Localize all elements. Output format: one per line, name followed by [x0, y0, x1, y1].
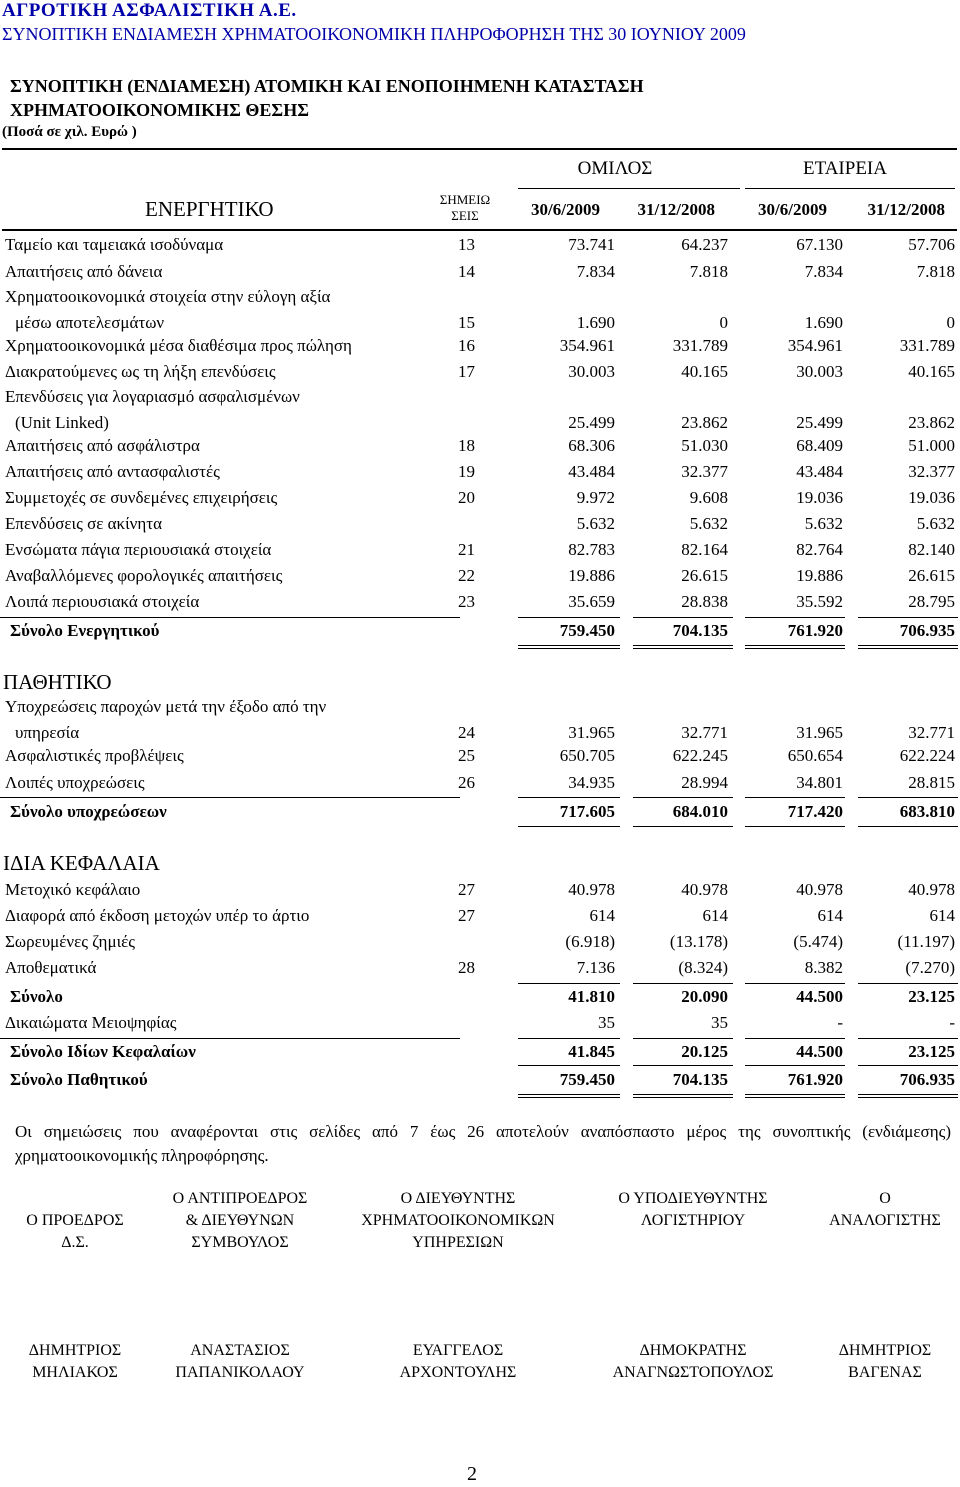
- signatory-title-line: Ο ΥΠΟΔΙΕΥΘΥΝΤΗΣ: [618, 1190, 768, 1207]
- row-label: Επενδύσεις για λογαριασμό ασφαλισμένων: [5, 387, 300, 406]
- row-value: 761.920: [787, 621, 843, 640]
- row-value: 41.810: [568, 987, 615, 1006]
- row-label-continued: υπηρεσία: [15, 723, 80, 742]
- row-value: 31.965: [568, 723, 615, 742]
- total-rule: [633, 645, 733, 646]
- row-value: 20.090: [681, 987, 728, 1006]
- units-label: (Ποσά σε χιλ. Ευρώ ): [2, 124, 137, 140]
- row-value: 82.764: [796, 540, 843, 559]
- equity-title: ΙΔΙΑ ΚΕΦΑΛΑΙΑ: [3, 851, 160, 875]
- row-value: 68.409: [796, 436, 843, 455]
- label-rule: [0, 1038, 460, 1039]
- row-value: 683.810: [899, 802, 955, 821]
- total-rule: [633, 1038, 733, 1039]
- total-rule: [633, 983, 733, 984]
- statement-title-line1: ΣΥΝΟΠΤΙΚΗ (ΕΝΔΙΑΜΕΣΗ) ΑΤΟΜΙΚΗ ΚΑΙ ΕΝΟΠΟΙΗΜΕΝΗ ΚΑΤΑΣΤΑΣΗ: [10, 76, 644, 96]
- total-rule: [518, 826, 620, 827]
- row-value: -: [837, 1013, 843, 1032]
- total-rule: [745, 797, 845, 798]
- total-rule: [518, 983, 620, 984]
- row-value: 5.632: [576, 514, 615, 533]
- total-rule: [518, 1065, 620, 1066]
- row-value: 19.036: [796, 488, 843, 507]
- label-rule: [0, 797, 460, 798]
- row-value: 28.815: [908, 773, 955, 792]
- row-label: Επενδύσεις σε ακίνητα: [5, 514, 162, 533]
- row-value: 614: [589, 906, 615, 925]
- row-value: 35.659: [568, 592, 615, 611]
- row-value: 354.961: [559, 336, 615, 355]
- row-value: 23.862: [908, 413, 955, 432]
- total-rule: [633, 797, 733, 798]
- signatory-title-line: ΣΥΜΒΟΥΛΟΣ: [191, 1234, 289, 1251]
- signatory-title-line: ΥΠΗΡΕΣΙΩΝ: [412, 1234, 504, 1251]
- row-label: Ασφαλιστικές προβλέψεις: [5, 746, 184, 765]
- row-label: Απαιτήσεις από δάνεια: [5, 262, 163, 281]
- signatory-title: [583, 1188, 803, 1232]
- signatory-name-line: ΔΗΜΗΤΡΙΟΣ: [838, 1342, 932, 1359]
- total-rule: [745, 826, 845, 827]
- signatory-name-line: ΑΡΧΟΝΤΟΥΛΗΣ: [399, 1364, 517, 1381]
- row-value: 9.972: [576, 488, 615, 507]
- row-label: Ταμείο και ταμειακά ισοδύναμα: [5, 235, 224, 254]
- row-note: 16: [458, 336, 475, 355]
- total-rule: [518, 648, 620, 649]
- row-value: 44.500: [796, 987, 843, 1006]
- signatory-title: [775, 1188, 960, 1232]
- signatory-title-line: ΛΟΓΙΣΤΗΡΙΟΥ: [640, 1212, 746, 1229]
- signatory-title-line: Ο ΠΡΟΕΔΡΟΣ: [26, 1212, 124, 1229]
- row-value: 19.036: [908, 488, 955, 507]
- row-value: 82.164: [681, 540, 728, 559]
- total-rule: [858, 648, 958, 649]
- row-note: 19: [458, 462, 475, 481]
- row-value: 82.783: [568, 540, 615, 559]
- row-value: 41.845: [568, 1042, 615, 1061]
- row-note: 13: [458, 235, 475, 254]
- row-value: 19.886: [796, 566, 843, 585]
- row-value: 43.484: [796, 462, 843, 481]
- row-note: 24: [458, 723, 475, 742]
- row-value: 82.140: [908, 540, 955, 559]
- row-value: 26.615: [681, 566, 728, 585]
- row-value: 7.834: [804, 262, 843, 281]
- row-value: 32.771: [681, 723, 728, 742]
- row-value: 614: [817, 906, 843, 925]
- row-value: 650.705: [559, 746, 615, 765]
- row-value: 68.306: [568, 436, 615, 455]
- row-value: 32.771: [908, 723, 955, 742]
- row-value: 0: [719, 313, 728, 332]
- liabilities-title: ΠΑΘΗΤΙΚΟ: [3, 670, 112, 694]
- signatory-title-line: & ΔΙΕΥΘΥΝΩΝ: [185, 1212, 295, 1229]
- row-value: (5.474): [793, 932, 843, 951]
- total-rule: [745, 1038, 845, 1039]
- row-label: Σύνολο Παθητικού: [10, 1070, 148, 1089]
- signatory-name-line: ΔΗΜΗΤΡΙΟΣ: [28, 1342, 122, 1359]
- row-value: 35.592: [796, 592, 843, 611]
- signatory-title-line: Ο ΔΙΕΥΘΥΝΤΗΣ: [400, 1190, 516, 1207]
- total-rule: [633, 1094, 733, 1095]
- row-value: 67.130: [796, 235, 843, 254]
- row-value: 40.978: [681, 880, 728, 899]
- row-value: 761.920: [787, 1070, 843, 1089]
- notes-header: ΣΗΜΕΙΩ ΣΕΙΣ: [439, 192, 491, 223]
- signatory-name-line: ΔΗΜΟΚΡΑΤΗΣ: [639, 1342, 747, 1359]
- total-rule: [633, 1097, 733, 1098]
- signatory-title-line: Ο: [879, 1190, 891, 1207]
- row-value: 706.935: [899, 621, 955, 640]
- row-label: Συμμετοχές σε συνδεμένες επιχειρήσεις: [5, 488, 278, 507]
- row-value: 40.978: [908, 880, 955, 899]
- row-value: 650.654: [787, 746, 843, 765]
- total-rule: [745, 645, 845, 646]
- row-value: 25.499: [568, 413, 615, 432]
- row-value: 44.500: [796, 1042, 843, 1061]
- row-note: 22: [458, 566, 475, 585]
- row-note: 27: [458, 880, 475, 899]
- row-label: Λοιπά περιουσιακά στοιχεία: [5, 592, 200, 611]
- row-note: 25: [458, 746, 475, 765]
- row-value: 704.135: [672, 1070, 728, 1089]
- row-value: 32.377: [681, 462, 728, 481]
- signatory-title-line: Ο ΑΝΤΙΠΡΟΕΔΡΟΣ: [172, 1190, 308, 1207]
- row-label: Υποχρεώσεις παροχών μετά την έξοδο από την: [5, 697, 327, 716]
- total-rule: [858, 617, 958, 618]
- signatory-name: [348, 1340, 568, 1384]
- signatory-title: [130, 1188, 350, 1254]
- row-value: 5.632: [804, 514, 843, 533]
- company-header-rule: [745, 188, 955, 189]
- total-rule: [518, 645, 620, 646]
- total-rule: [518, 1097, 620, 1098]
- col-group-2009: 30/6/2009: [531, 200, 600, 219]
- row-note: 23: [458, 592, 475, 611]
- row-label: Σύνολο Ενεργητικού: [10, 621, 160, 640]
- row-note: 20: [458, 488, 475, 507]
- row-value: 25.499: [796, 413, 843, 432]
- row-label: Χρηματοοικονομικά μέσα διαθέσιμα προς πώληση: [5, 336, 352, 355]
- row-label: Ενσώματα πάγια περιουσιακά στοιχεία: [5, 540, 272, 559]
- signatory-name-line: ΒΑΓΕΝΑΣ: [848, 1364, 922, 1381]
- row-value: 9.608: [689, 488, 728, 507]
- group-header-rule: [518, 188, 740, 189]
- signatory-title-line: ΑΝΑΛΟΓΙΣΤΗΣ: [829, 1212, 941, 1229]
- row-value: 40.165: [681, 362, 728, 381]
- row-value: 19.886: [568, 566, 615, 585]
- row-value: 35: [711, 1013, 728, 1032]
- statement-title-line2: ΧΡΗΜΑΤΟΟΙΚΟΝΟΜΙΚΗΣ ΘΕΣΗΣ: [10, 100, 309, 120]
- row-label: Απαιτήσεις από αντασφαλιστές: [5, 462, 220, 481]
- row-value: 759.450: [559, 621, 615, 640]
- row-value: 1.690: [804, 313, 843, 332]
- row-value: 28.994: [681, 773, 728, 792]
- total-rule: [633, 826, 733, 827]
- row-value: 8.382: [804, 958, 843, 977]
- row-note: 26: [458, 773, 475, 792]
- row-value: 331.789: [899, 336, 955, 355]
- signatory-title: [348, 1188, 568, 1254]
- signatory-name-line: ΜΗΛΙΑΚΟΣ: [32, 1364, 118, 1381]
- row-value: (6.918): [565, 932, 615, 951]
- row-value: (13.178): [669, 932, 728, 951]
- row-value: 7.136: [576, 958, 615, 977]
- row-value: 51.030: [681, 436, 728, 455]
- row-value: 717.605: [559, 802, 615, 821]
- company-header: ΕΤΑΙΡΕΙΑ: [803, 158, 887, 179]
- total-rule: [858, 983, 958, 984]
- page-number: 2: [467, 1463, 477, 1485]
- col-company-2008: 31/12/2008: [867, 200, 945, 219]
- row-value: 26.615: [908, 566, 955, 585]
- row-value: 57.706: [908, 235, 955, 254]
- row-label: Διαφορά από έκδοση μετοχών υπέρ το άρτιο: [5, 906, 310, 925]
- row-note: 27: [458, 906, 475, 925]
- row-label: Σύνολο: [10, 987, 63, 1006]
- signatory-title-line: ΧΡΗΜΑΤΟΟΙΚΟΝΟΜΙΚΩΝ: [361, 1212, 555, 1229]
- row-value: 7.834: [576, 262, 615, 281]
- row-value: 622.245: [672, 746, 728, 765]
- total-rule: [745, 648, 845, 649]
- row-value: 622.224: [899, 746, 955, 765]
- signatory-name-line: ΑΝΑΓΝΩΣΤΟΠΟΥΛΟΣ: [612, 1364, 774, 1381]
- row-value: 684.010: [672, 802, 728, 821]
- col-company-2009: 30/6/2009: [758, 200, 827, 219]
- company-name: ΑΓΡΟΤΙΚΗ ΑΣΦΑΛΙΣΤΙΚΗ Α.Ε.: [2, 0, 297, 21]
- row-note: 17: [458, 362, 475, 381]
- row-value: 7.818: [689, 262, 728, 281]
- total-rule: [858, 826, 958, 827]
- row-value: (7.270): [905, 958, 955, 977]
- total-rule: [518, 1094, 620, 1095]
- row-label-continued: μέσω αποτελεσμάτων: [15, 313, 165, 332]
- row-label: Σύνολο υποχρεώσεων: [10, 802, 167, 821]
- col-group-2008: 31/12/2008: [637, 200, 715, 219]
- row-value: 354.961: [787, 336, 843, 355]
- total-rule: [633, 1065, 733, 1066]
- total-rule: [745, 1097, 845, 1098]
- row-value: 30.003: [568, 362, 615, 381]
- signatory-name: [130, 1340, 350, 1384]
- total-rule: [633, 617, 733, 618]
- row-value: 40.978: [796, 880, 843, 899]
- document-subtitle: ΣΥΝΟΠΤΙΚΗ ΕΝΔΙΑΜΕΣΗ ΧΡΗΜΑΤΟΟΙΚΟΝΟΜΙΚΗ ΠΛΗΡΟΦΟΡΗΣΗ ΤΗΣ 30 ΙΟΥΝΙΟΥ 2009: [2, 24, 746, 44]
- row-label: Δικαιώματα Μειοψηφίας: [5, 1013, 177, 1032]
- row-label: Αποθεματικά: [5, 958, 97, 977]
- total-rule: [858, 1094, 958, 1095]
- row-value: 5.632: [916, 514, 955, 533]
- total-rule: [745, 617, 845, 618]
- total-rule: [858, 1038, 958, 1039]
- header-bottom-rule: [2, 229, 957, 231]
- row-value: (11.197): [897, 932, 955, 951]
- row-value: 43.484: [568, 462, 615, 481]
- statement-title: [10, 74, 644, 122]
- signatory-name: [775, 1340, 960, 1384]
- row-value: 331.789: [672, 336, 728, 355]
- row-value: 759.450: [559, 1070, 615, 1089]
- row-value: 35: [598, 1013, 615, 1032]
- total-rule: [745, 983, 845, 984]
- signatory-title-line: Δ.Σ.: [61, 1234, 89, 1251]
- row-value: 28.838: [681, 592, 728, 611]
- row-value: 1.690: [576, 313, 615, 332]
- signatory-name-line: ΠΑΠΑΝΙΚΟΛΑΟΥ: [175, 1364, 305, 1381]
- row-value: 614: [702, 906, 728, 925]
- row-value: 30.003: [796, 362, 843, 381]
- row-value: 614: [929, 906, 955, 925]
- row-value: 28.795: [908, 592, 955, 611]
- signatory-name-line: ΕΥΑΓΓΕΛΟΣ: [412, 1342, 504, 1359]
- row-label: Σύνολο Ιδίων Κεφαλαίων: [10, 1042, 196, 1061]
- total-rule: [745, 1094, 845, 1095]
- label-rule: [0, 617, 460, 618]
- row-value: 20.125: [681, 1042, 728, 1061]
- row-value: 34.801: [796, 773, 843, 792]
- row-value: 23.125: [908, 987, 955, 1006]
- total-rule: [745, 1065, 845, 1066]
- total-rule: [858, 1097, 958, 1098]
- row-label: Αναβαλλόμενες φορολογικές απαιτήσεις: [5, 566, 283, 585]
- row-value: 706.935: [899, 1070, 955, 1089]
- row-label: Χρηματοοικονομικά στοιχεία στην εύλογη αξία: [5, 287, 331, 306]
- row-value: 7.818: [916, 262, 955, 281]
- row-label: Λοιπές υποχρεώσεις: [5, 773, 145, 792]
- row-value: 717.420: [787, 802, 843, 821]
- row-label: Σωρευμένες ζημιές: [5, 932, 136, 951]
- row-note: 15: [458, 313, 475, 332]
- row-value: 40.978: [568, 880, 615, 899]
- table-top-rule: [2, 148, 957, 150]
- signatory-name-line: ΑΝΑΣΤΑΣΙΟΣ: [190, 1342, 290, 1359]
- signatory-name: [583, 1340, 803, 1384]
- row-label-continued: (Unit Linked): [15, 413, 109, 432]
- row-label: Απαιτήσεις από ασφάλιστρα: [5, 436, 200, 455]
- assets-title: ΕΝΕΡΓΗΤΙΚΟ: [145, 197, 274, 221]
- row-value: 5.632: [689, 514, 728, 533]
- row-value: 51.000: [908, 436, 955, 455]
- row-value: 73.741: [568, 235, 615, 254]
- total-rule: [858, 1065, 958, 1066]
- group-header: ΟΜΙΛΟΣ: [577, 158, 653, 179]
- row-note: 28: [458, 958, 475, 977]
- total-rule: [858, 797, 958, 798]
- total-rule: [518, 797, 620, 798]
- row-value: 23.862: [681, 413, 728, 432]
- total-rule: [858, 645, 958, 646]
- total-rule: [633, 648, 733, 649]
- row-value: (8.324): [678, 958, 728, 977]
- row-label: Διακρατούμενες ως τη λήξη επενδύσεις: [5, 362, 276, 381]
- row-note: 14: [458, 262, 475, 281]
- row-value: -: [949, 1013, 955, 1032]
- total-rule: [518, 1038, 620, 1039]
- row-value: 32.377: [908, 462, 955, 481]
- row-value: 34.935: [568, 773, 615, 792]
- row-value: 31.965: [796, 723, 843, 742]
- row-value: 23.125: [908, 1042, 955, 1061]
- row-label: Μετοχικό κεφάλαιο: [5, 880, 141, 899]
- row-value: 64.237: [681, 235, 728, 254]
- row-value: 40.165: [908, 362, 955, 381]
- row-value: 0: [946, 313, 955, 332]
- row-value: 704.135: [672, 621, 728, 640]
- total-rule: [518, 617, 620, 618]
- footnote: Οι σημειώσεις που αναφέρονται στις σελίδες από 7 έως 26 αποτελούν αναπόσπαστο μέρος της συνοπτικής (ενδιάμεσης) χρηματοοικονομικής πληροφόρησης.: [15, 1122, 951, 1165]
- row-note: 18: [458, 436, 475, 455]
- row-note: 21: [458, 540, 475, 559]
